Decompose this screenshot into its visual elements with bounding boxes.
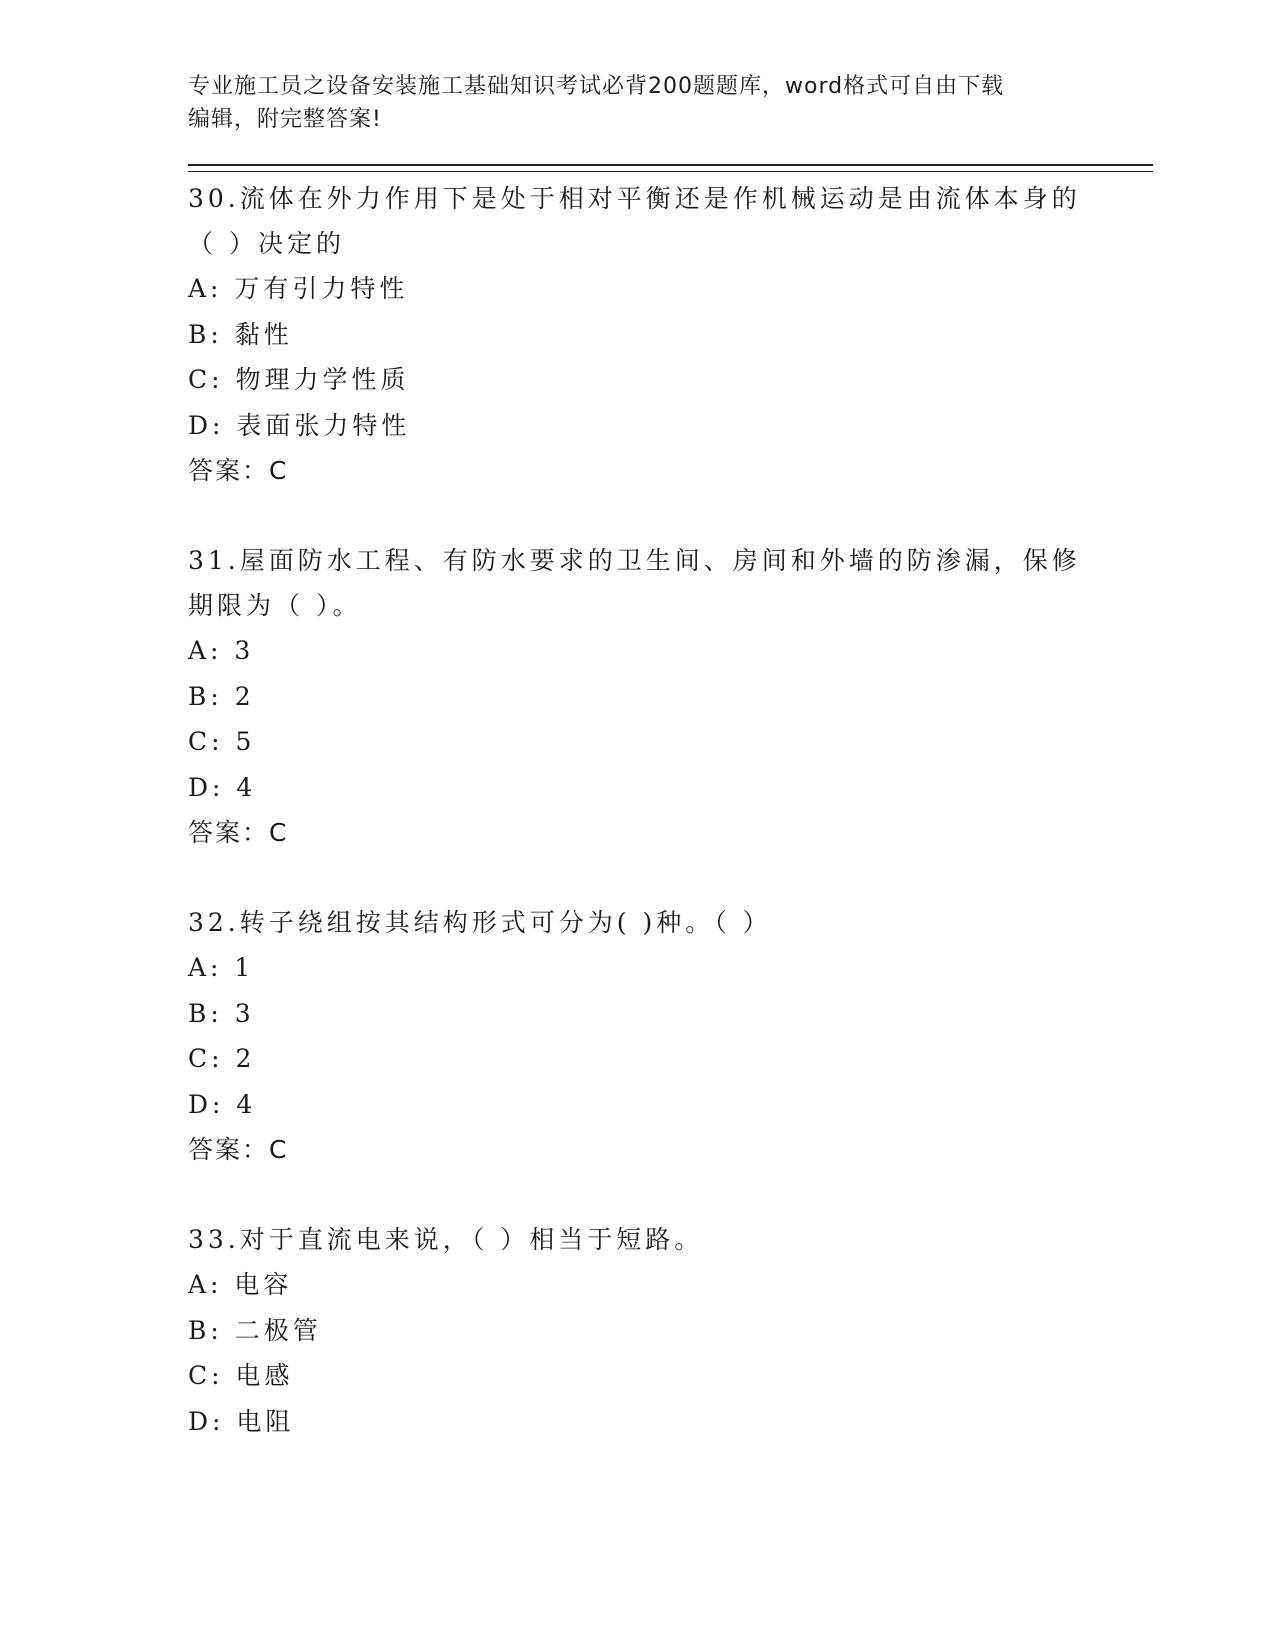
question-stem-line: 31.屋面防水工程、有防水要求的卫生间、房间和外墙的防渗漏，保修	[188, 546, 1081, 575]
header-divider	[188, 164, 1153, 172]
question-stem	[188, 1217, 1088, 1262]
option-d: D: 4	[188, 772, 257, 802]
question-33	[188, 1217, 1153, 1444]
question-stem	[188, 538, 1088, 628]
option-a: A: 3	[188, 636, 255, 665]
option-d: D: 表面张力特性	[188, 410, 411, 440]
option-a: A: 1	[188, 953, 255, 982]
question-stem	[188, 176, 1088, 266]
question-list	[188, 176, 1153, 1444]
answer: 答案：C	[188, 818, 289, 847]
option-d: D: 电阻	[188, 1406, 295, 1436]
option-d: D: 4	[188, 1089, 257, 1119]
question-31	[188, 538, 1153, 855]
question-stem-line: 32.转子绕组按其结构形式可分为( )种。（ ）	[188, 908, 772, 937]
spacer	[188, 855, 1153, 900]
question-stem-line: 33.对于直流电来说，（ ）相当于短路。	[188, 1225, 704, 1254]
option-b: B: 二极管	[188, 1315, 322, 1345]
document-page	[188, 70, 1153, 1444]
option-c: C: 物理力学性质	[188, 365, 410, 394]
question-stem-line: 期限为（ ）。	[188, 591, 362, 620]
header-line-1: 专业施工员之设备安装施工基础知识考试必背200题题库，word格式可自由下载	[188, 74, 1005, 99]
option-c: C: 电感	[188, 1361, 294, 1390]
question-30	[188, 176, 1153, 493]
document-header	[188, 70, 1068, 136]
header-line-2: 编辑，附完整答案!	[188, 107, 382, 132]
question-32	[188, 900, 1153, 1172]
option-b: B: 3	[188, 998, 255, 1028]
spacer	[188, 1172, 1153, 1217]
spacer	[188, 493, 1153, 538]
question-stem-line: 30.流体在外力作用下是处于相对平衡还是作机械运动是由流体本身的	[188, 184, 1081, 213]
option-b: B: 黏性	[188, 319, 293, 349]
option-a: A: 万有引力特性	[188, 274, 409, 303]
answer: 答案：C	[188, 456, 289, 485]
option-c: C: 5	[188, 727, 256, 756]
question-stem-line: （ ）决定的	[188, 229, 345, 258]
option-b: B: 2	[188, 681, 255, 711]
option-a: A: 电容	[188, 1270, 293, 1299]
option-c: C: 2	[188, 1044, 256, 1073]
answer: 答案：C	[188, 1135, 289, 1164]
question-stem	[188, 900, 1088, 945]
